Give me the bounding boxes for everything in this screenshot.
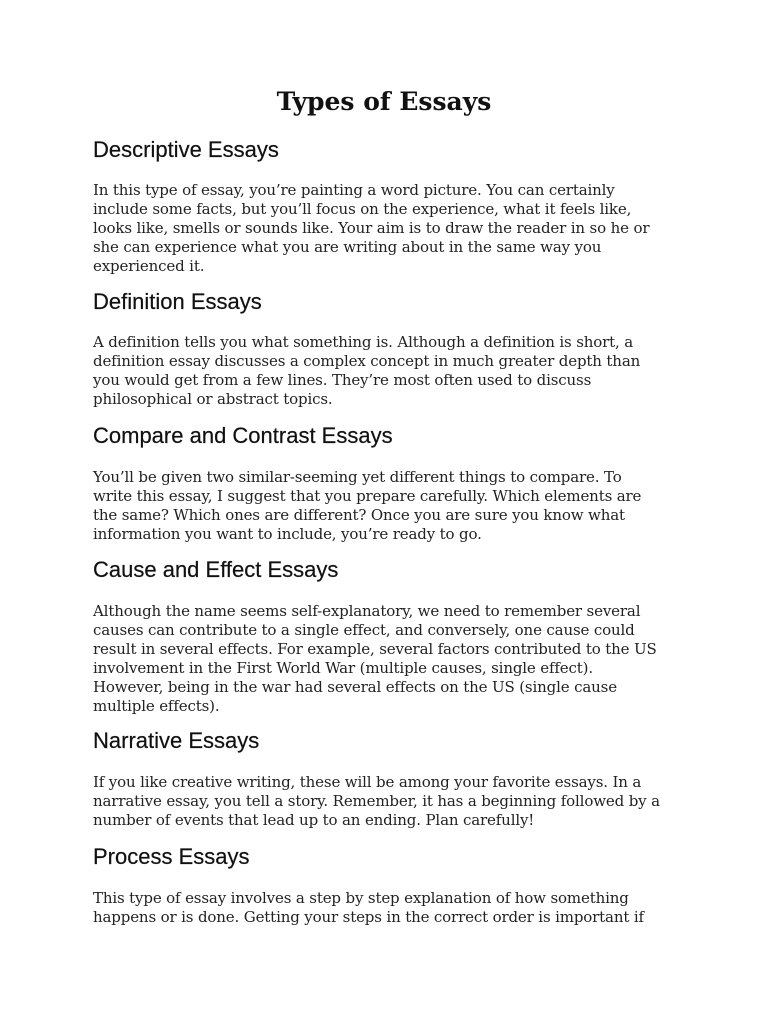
section-heading: Process Essays [93,844,250,869]
section-compare-contrast-essays [93,421,693,544]
section-body: In this type of essay, you’re painting a word picture. You can certainly include some facts, but you’ll focus on the experience, what it feels like, looks like, smells or sounds like. Your aim is to draw the reader in so he or she can experience what you are writing about in the same way you experienced it. [93,181,650,275]
section-body: A definition tells you what something is. Although a definition is short, a definition essay discusses a complex concept in much greater depth than you would get from a few lines. They’re most often used to discuss philosophical or abstract topics. [93,333,641,408]
section-cause-effect-essays [93,555,693,716]
section-heading: Compare and Contrast Essays [93,423,393,448]
section-body: If you like creative writing, these will be among your favorite essays. In a narrative essay, you tell a story. Remember, it has a beginning followed by a number of events that lead up to an ending. Plan carefully! [93,773,660,829]
section-process-essays [93,842,693,927]
section-body: You’ll be given two similar-seeming yet different things to compare. To write this essay, I suggest that you prepare carefully. Which elements are the same? Which ones are different? Once you are sure you know what information you want to include, you’re ready to go. [93,468,642,543]
section-heading: Definition Essays [93,289,262,314]
section-heading: Descriptive Essays [93,137,279,162]
section-definition-essays [93,287,693,409]
section-descriptive-essays [93,135,693,276]
section-narrative-essays [93,726,693,830]
section-body: Although the name seems self-explanatory, we need to remember several causes can contribute to a single effect, and conversely, one cause could result in several effects. For example, several factors contributed to the US involvement in the First World War (multiple causes, single effect). However, being in the war had several effects on the US (single cause multiple effects). [93,602,657,715]
page-title: Types of Essays [276,87,492,116]
section-heading: Narrative Essays [93,728,260,753]
section-heading: Cause and Effect Essays [93,557,339,582]
section-body: This type of essay involves a step by step explanation of how something happens or is done. Getting your steps in the correct order is important if [93,889,644,926]
